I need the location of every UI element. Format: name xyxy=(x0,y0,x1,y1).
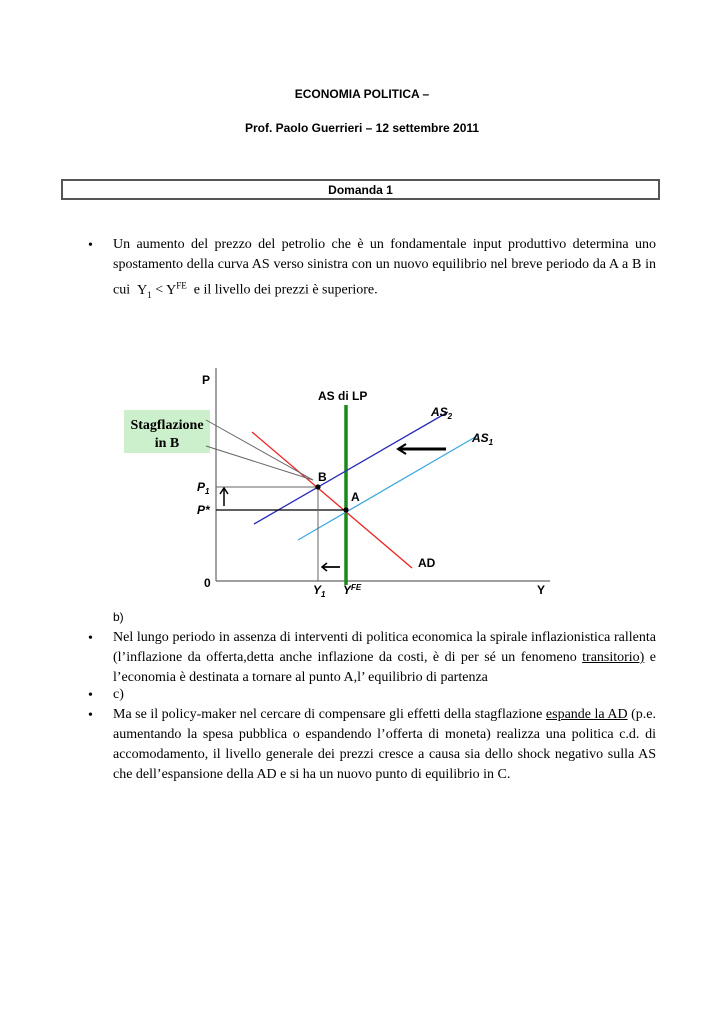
ad-label: AD xyxy=(418,556,436,570)
callout-leader-2 xyxy=(206,446,313,480)
as-ad-diagram xyxy=(0,360,724,610)
callout-leader-1 xyxy=(206,420,313,480)
point-b-dot xyxy=(315,484,320,489)
ad-line xyxy=(252,432,412,568)
as2-label: $AS_2$ xyxy=(431,405,453,421)
bullet-3: • xyxy=(88,688,93,703)
less-than-symbol: < xyxy=(155,282,164,298)
small-left-arrow-icon xyxy=(322,563,340,571)
p-axis-label: P xyxy=(202,373,211,387)
bullet-4: • xyxy=(88,708,93,723)
p1-label: $P_1$ xyxy=(197,480,210,496)
yfe-symbol: $Y^{FE}$ xyxy=(166,280,187,298)
callout-line-1: Stagflazione xyxy=(130,418,204,433)
pstar-label: P* xyxy=(197,503,210,517)
document-title: ECONOMIA POLITICA – xyxy=(294,87,430,101)
as1-label: $AS_1$ xyxy=(472,431,494,447)
document-subtitle: Prof. Paolo Guerrieri – 12 settembre 2011 xyxy=(244,121,480,135)
point-a-dot xyxy=(343,507,348,512)
up-arrow-icon xyxy=(220,488,228,506)
as2-line xyxy=(254,412,448,524)
question-label: Domanda 1 xyxy=(328,182,393,197)
underlined-espande-ad: espande la AD xyxy=(545,707,628,722)
section-c-label: c) xyxy=(113,687,124,702)
bullet-1: • xyxy=(88,238,93,253)
point-a-label: A xyxy=(351,490,360,504)
paragraph-3: Ma se il policy-maker nel cercare di compensare gli effetti della stagflazione espande la AD (p.e. aumentando la spesa pubblica o espandendo l’offerta di moneta) realizza una politica c.d. di accomodamento, il livello generale dei prezzi cresce a causa sia dello shock negativo sulla AS che dell’espansione della AD e si ha un nuovo punto di equilibrio in C. xyxy=(113,707,656,782)
underlined-transitorio: transitorio) xyxy=(582,650,645,665)
y1-axis-label: $Y_1$ xyxy=(313,583,326,599)
yfe-axis-label: $Y^{FE}$ xyxy=(343,583,362,597)
y-axis-label: Y xyxy=(537,583,546,597)
paragraph-1-tail: e il livello dei prezzi è superiore. xyxy=(193,282,378,298)
y1-symbol: $Y_1$ xyxy=(137,282,152,300)
paragraph-1 xyxy=(113,235,656,304)
section-b-label: b) xyxy=(113,610,124,624)
as1-line xyxy=(298,436,477,540)
paragraph-2: Nel lungo periodo in assenza di interventi di politica economica la spirale inflazionistica rallenta (l’inflazione da offerta,detta anche inflazione da costi, è di per sé un fenomeno transitorio) e l’economia è destinata a tornare al punto A,l’ equilibrio di partenza xyxy=(113,630,657,685)
origin-label: 0 xyxy=(204,576,211,590)
lras-label: AS di LP xyxy=(318,389,368,403)
callout-line-2: in B xyxy=(154,436,180,451)
point-b-label: B xyxy=(318,470,327,484)
bullet-2: • xyxy=(88,631,93,646)
left-arrow-icon xyxy=(398,444,446,454)
question-box xyxy=(61,179,660,200)
paragraph-1-text: Un aumento del prezzo del petrolio che è un fondamentale input produttivo determina uno spostamento della curva AS verso sinistra con un nuovo equilibrio nel breve periodo da A a B in cui xyxy=(113,237,656,298)
